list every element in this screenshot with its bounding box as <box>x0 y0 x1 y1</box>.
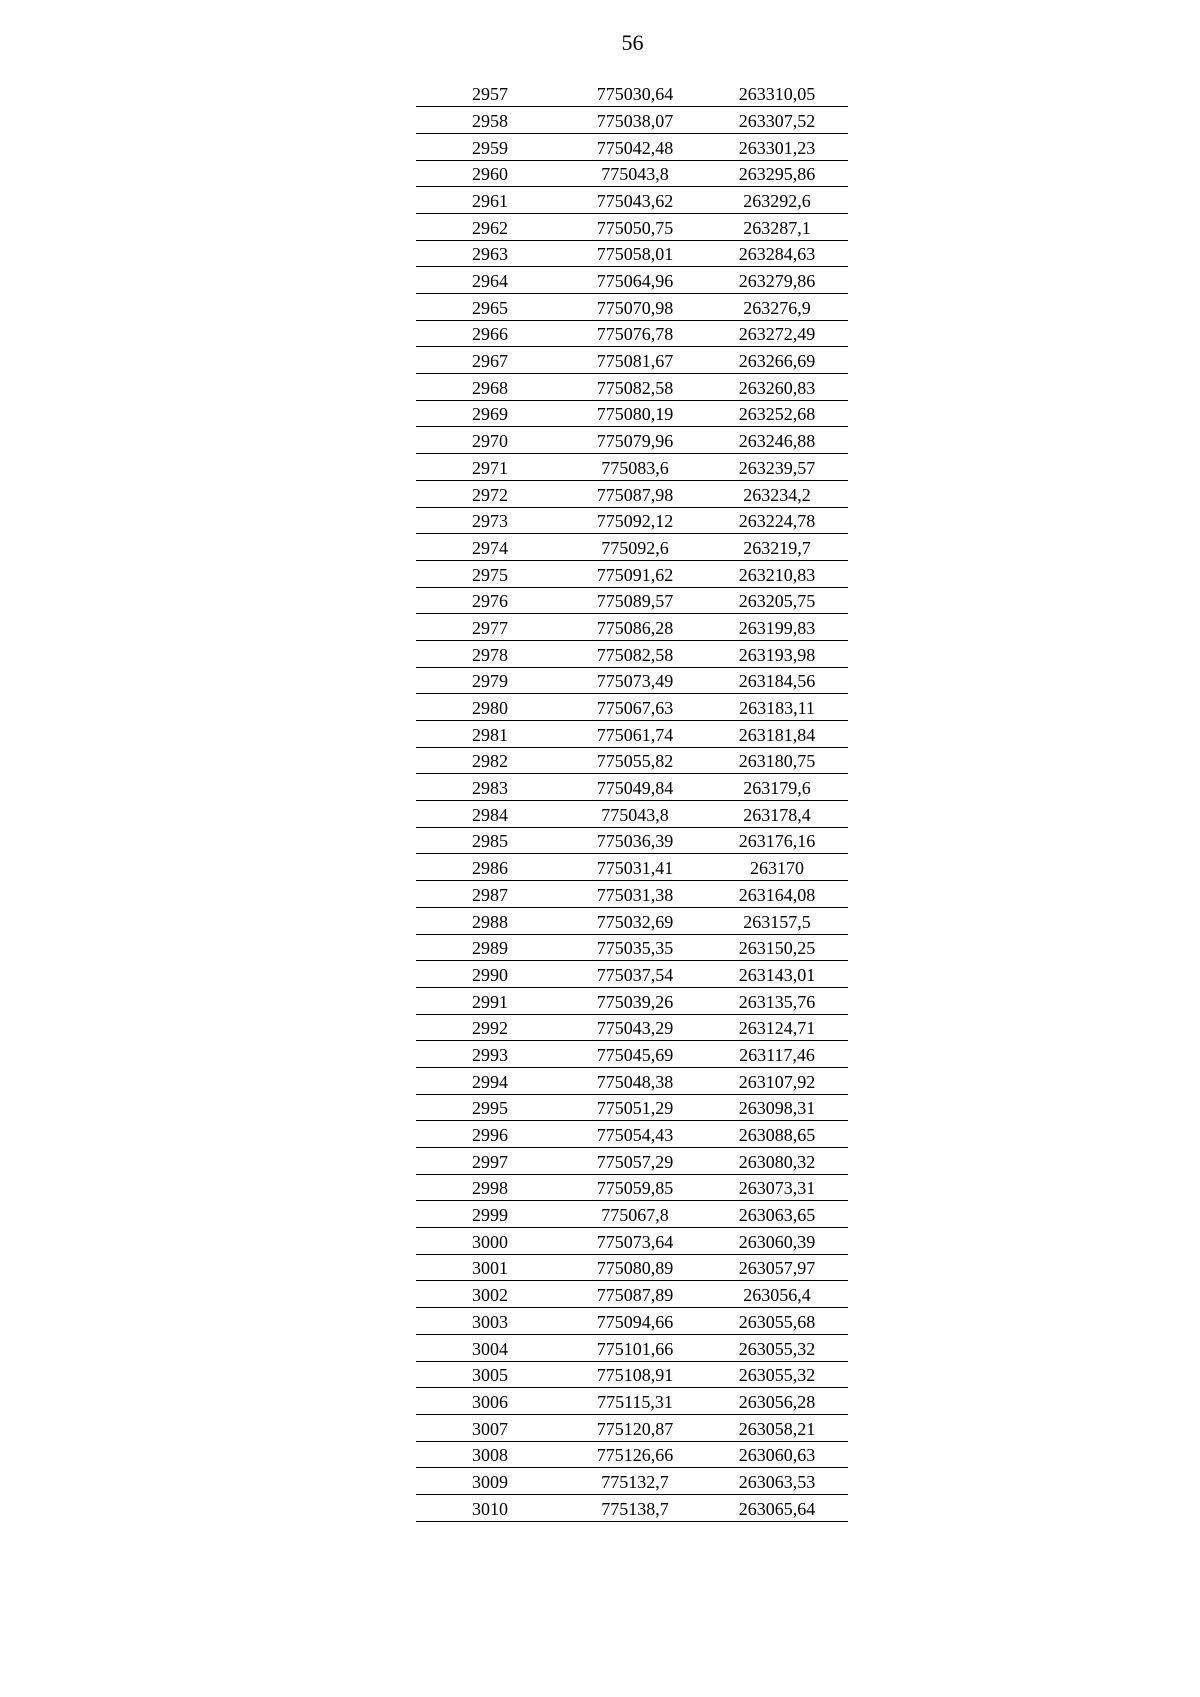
x-coordinate-cell: 775064,96 <box>564 267 706 294</box>
table-row <box>416 1361 848 1388</box>
point-number-cell: 2970 <box>416 427 564 454</box>
point-number-cell: 2996 <box>416 1121 564 1148</box>
point-number-cell: 2987 <box>416 881 564 908</box>
x-coordinate-cell: 775067,63 <box>564 694 706 721</box>
x-coordinate-cell: 775082,58 <box>564 374 706 401</box>
x-coordinate-cell: 775092,6 <box>564 534 706 561</box>
x-coordinate-cell: 775054,43 <box>564 1121 706 1148</box>
table-row <box>416 107 848 134</box>
table-row <box>416 801 848 828</box>
y-coordinate-cell: 263055,32 <box>706 1334 848 1361</box>
x-coordinate-cell: 775051,29 <box>564 1094 706 1121</box>
table-row <box>416 907 848 934</box>
x-coordinate-cell: 775055,82 <box>564 747 706 774</box>
table-row <box>416 427 848 454</box>
point-number-cell: 3009 <box>416 1468 564 1495</box>
table-row <box>416 1414 848 1441</box>
point-number-cell: 2964 <box>416 267 564 294</box>
table-row <box>416 267 848 294</box>
x-coordinate-cell: 775080,89 <box>564 1254 706 1281</box>
x-coordinate-cell: 775031,38 <box>564 881 706 908</box>
y-coordinate-cell: 263055,68 <box>706 1308 848 1335</box>
table-row <box>416 1308 848 1335</box>
y-coordinate-cell: 263287,1 <box>706 213 848 240</box>
table-row <box>416 507 848 534</box>
table-row <box>416 1468 848 1495</box>
table-row <box>416 560 848 587</box>
x-coordinate-cell: 775073,64 <box>564 1228 706 1255</box>
point-number-cell: 2991 <box>416 987 564 1014</box>
point-number-cell: 3001 <box>416 1254 564 1281</box>
point-number-cell: 3007 <box>416 1414 564 1441</box>
point-number-cell: 2983 <box>416 774 564 801</box>
y-coordinate-cell: 263252,68 <box>706 400 848 427</box>
point-number-cell: 2998 <box>416 1174 564 1201</box>
x-coordinate-cell: 775031,41 <box>564 854 706 881</box>
y-coordinate-cell: 263170 <box>706 854 848 881</box>
table-row <box>416 721 848 748</box>
table-row <box>416 1494 848 1521</box>
y-coordinate-cell: 263060,39 <box>706 1228 848 1255</box>
point-number-cell: 3004 <box>416 1334 564 1361</box>
table-row <box>416 213 848 240</box>
x-coordinate-cell: 775089,57 <box>564 587 706 614</box>
y-coordinate-cell: 263058,21 <box>706 1414 848 1441</box>
x-coordinate-cell: 775039,26 <box>564 987 706 1014</box>
table-row <box>416 240 848 267</box>
point-number-cell: 2958 <box>416 107 564 134</box>
x-coordinate-cell: 775091,62 <box>564 560 706 587</box>
x-coordinate-cell: 775083,6 <box>564 454 706 481</box>
x-coordinate-cell: 775038,07 <box>564 107 706 134</box>
point-number-cell: 2995 <box>416 1094 564 1121</box>
point-number-cell: 2979 <box>416 667 564 694</box>
x-coordinate-cell: 775037,54 <box>564 961 706 988</box>
y-coordinate-cell: 263199,83 <box>706 614 848 641</box>
coordinates-table-body <box>416 80 848 1521</box>
table-row <box>416 294 848 321</box>
y-coordinate-cell: 263057,97 <box>706 1254 848 1281</box>
x-coordinate-cell: 775042,48 <box>564 133 706 160</box>
table-row <box>416 1254 848 1281</box>
table-row <box>416 961 848 988</box>
table-row <box>416 1067 848 1094</box>
table-row <box>416 480 848 507</box>
point-number-cell: 2965 <box>416 294 564 321</box>
point-number-cell: 2997 <box>416 1148 564 1175</box>
x-coordinate-cell: 775070,98 <box>564 294 706 321</box>
x-coordinate-cell: 775036,39 <box>564 827 706 854</box>
y-coordinate-cell: 263150,25 <box>706 934 848 961</box>
table-row <box>416 1441 848 1468</box>
y-coordinate-cell: 263183,11 <box>706 694 848 721</box>
y-coordinate-cell: 263065,64 <box>706 1494 848 1521</box>
y-coordinate-cell: 263055,32 <box>706 1361 848 1388</box>
x-coordinate-cell: 775043,29 <box>564 1014 706 1041</box>
y-coordinate-cell: 263260,83 <box>706 374 848 401</box>
table-row <box>416 1388 848 1415</box>
table-row <box>416 133 848 160</box>
table-row <box>416 694 848 721</box>
y-coordinate-cell: 263117,46 <box>706 1041 848 1068</box>
point-number-cell: 2985 <box>416 827 564 854</box>
table-row <box>416 1174 848 1201</box>
y-coordinate-cell: 263164,08 <box>706 881 848 908</box>
table-row <box>416 1201 848 1228</box>
point-number-cell: 2990 <box>416 961 564 988</box>
y-coordinate-cell: 263193,98 <box>706 640 848 667</box>
point-number-cell: 3006 <box>416 1388 564 1415</box>
y-coordinate-cell: 263205,75 <box>706 587 848 614</box>
point-number-cell: 2982 <box>416 747 564 774</box>
point-number-cell: 2959 <box>416 133 564 160</box>
y-coordinate-cell: 263272,49 <box>706 320 848 347</box>
y-coordinate-cell: 263307,52 <box>706 107 848 134</box>
table-row <box>416 854 848 881</box>
point-number-cell: 2966 <box>416 320 564 347</box>
point-number-cell: 2972 <box>416 480 564 507</box>
point-number-cell: 2978 <box>416 640 564 667</box>
y-coordinate-cell: 263124,71 <box>706 1014 848 1041</box>
y-coordinate-cell: 263107,92 <box>706 1067 848 1094</box>
table-row <box>416 667 848 694</box>
y-coordinate-cell: 263224,78 <box>706 507 848 534</box>
point-number-cell: 2969 <box>416 400 564 427</box>
point-number-cell: 2974 <box>416 534 564 561</box>
x-coordinate-cell: 775059,85 <box>564 1174 706 1201</box>
point-number-cell: 2994 <box>416 1067 564 1094</box>
point-number-cell: 2960 <box>416 160 564 187</box>
x-coordinate-cell: 775032,69 <box>564 907 706 934</box>
table-row <box>416 1041 848 1068</box>
table-row <box>416 400 848 427</box>
table-row <box>416 1281 848 1308</box>
point-number-cell: 2989 <box>416 934 564 961</box>
y-coordinate-cell: 263056,4 <box>706 1281 848 1308</box>
x-coordinate-cell: 775138,7 <box>564 1494 706 1521</box>
point-number-cell: 2984 <box>416 801 564 828</box>
y-coordinate-cell: 263184,56 <box>706 667 848 694</box>
point-number-cell: 3000 <box>416 1228 564 1255</box>
x-coordinate-cell: 775094,66 <box>564 1308 706 1335</box>
point-number-cell: 2993 <box>416 1041 564 1068</box>
point-number-cell: 2968 <box>416 374 564 401</box>
table-row <box>416 614 848 641</box>
table-row <box>416 1014 848 1041</box>
table-row <box>416 347 848 374</box>
page-number: 56 <box>621 30 644 55</box>
x-coordinate-cell: 775120,87 <box>564 1414 706 1441</box>
point-number-cell: 2973 <box>416 507 564 534</box>
y-coordinate-cell: 263219,7 <box>706 534 848 561</box>
x-coordinate-cell: 775043,8 <box>564 160 706 187</box>
y-coordinate-cell: 263210,83 <box>706 560 848 587</box>
y-coordinate-cell: 263080,32 <box>706 1148 848 1175</box>
x-coordinate-cell: 775092,12 <box>564 507 706 534</box>
table-row <box>416 987 848 1014</box>
y-coordinate-cell: 263246,88 <box>706 427 848 454</box>
x-coordinate-cell: 775067,8 <box>564 1201 706 1228</box>
y-coordinate-cell: 263234,2 <box>706 480 848 507</box>
x-coordinate-cell: 775082,58 <box>564 640 706 667</box>
table-row <box>416 1228 848 1255</box>
table-row <box>416 454 848 481</box>
x-coordinate-cell: 775087,89 <box>564 1281 706 1308</box>
point-number-cell: 2971 <box>416 454 564 481</box>
y-coordinate-cell: 263239,57 <box>706 454 848 481</box>
table-row <box>416 1334 848 1361</box>
y-coordinate-cell: 263301,23 <box>706 133 848 160</box>
point-number-cell: 3005 <box>416 1361 564 1388</box>
table-row <box>416 881 848 908</box>
point-number-cell: 3008 <box>416 1441 564 1468</box>
x-coordinate-cell: 775045,69 <box>564 1041 706 1068</box>
y-coordinate-cell: 263060,63 <box>706 1441 848 1468</box>
y-coordinate-cell: 263056,28 <box>706 1388 848 1415</box>
point-number-cell: 2986 <box>416 854 564 881</box>
x-coordinate-cell: 775061,74 <box>564 721 706 748</box>
x-coordinate-cell: 775081,67 <box>564 347 706 374</box>
table-row <box>416 320 848 347</box>
table-row <box>416 374 848 401</box>
point-number-cell: 2980 <box>416 694 564 721</box>
y-coordinate-cell: 263088,65 <box>706 1121 848 1148</box>
point-number-cell: 3003 <box>416 1308 564 1335</box>
x-coordinate-cell: 775076,78 <box>564 320 706 347</box>
y-coordinate-cell: 263266,69 <box>706 347 848 374</box>
x-coordinate-cell: 775108,91 <box>564 1361 706 1388</box>
x-coordinate-cell: 775058,01 <box>564 240 706 267</box>
point-number-cell: 2992 <box>416 1014 564 1041</box>
table-row <box>416 747 848 774</box>
point-number-cell: 2957 <box>416 80 564 107</box>
point-number-cell: 2976 <box>416 587 564 614</box>
y-coordinate-cell: 263276,9 <box>706 294 848 321</box>
y-coordinate-cell: 263063,53 <box>706 1468 848 1495</box>
y-coordinate-cell: 263073,31 <box>706 1174 848 1201</box>
point-number-cell: 2988 <box>416 907 564 934</box>
table-row <box>416 1148 848 1175</box>
y-coordinate-cell: 263063,65 <box>706 1201 848 1228</box>
x-coordinate-cell: 775043,62 <box>564 187 706 214</box>
x-coordinate-cell: 775035,35 <box>564 934 706 961</box>
x-coordinate-cell: 775087,98 <box>564 480 706 507</box>
x-coordinate-cell: 775132,7 <box>564 1468 706 1495</box>
y-coordinate-cell: 263279,86 <box>706 267 848 294</box>
y-coordinate-cell: 263143,01 <box>706 961 848 988</box>
x-coordinate-cell: 775048,38 <box>564 1067 706 1094</box>
y-coordinate-cell: 263180,75 <box>706 747 848 774</box>
point-number-cell: 2975 <box>416 560 564 587</box>
x-coordinate-cell: 775030,64 <box>564 80 706 107</box>
point-number-cell: 2967 <box>416 347 564 374</box>
y-coordinate-cell: 263178,4 <box>706 801 848 828</box>
y-coordinate-cell: 263179,6 <box>706 774 848 801</box>
table-row <box>416 1121 848 1148</box>
x-coordinate-cell: 775049,84 <box>564 774 706 801</box>
x-coordinate-cell: 775126,66 <box>564 1441 706 1468</box>
table-row <box>416 1094 848 1121</box>
y-coordinate-cell: 263292,6 <box>706 187 848 214</box>
x-coordinate-cell: 775043,8 <box>564 801 706 828</box>
x-coordinate-cell: 775086,28 <box>564 614 706 641</box>
table-row <box>416 587 848 614</box>
point-number-cell: 2963 <box>416 240 564 267</box>
x-coordinate-cell: 775073,49 <box>564 667 706 694</box>
y-coordinate-cell: 263295,86 <box>706 160 848 187</box>
table-row <box>416 640 848 667</box>
table-row <box>416 934 848 961</box>
x-coordinate-cell: 775050,75 <box>564 213 706 240</box>
y-coordinate-cell: 263310,05 <box>706 80 848 107</box>
x-coordinate-cell: 775101,66 <box>564 1334 706 1361</box>
table-row <box>416 187 848 214</box>
table-row <box>416 534 848 561</box>
y-coordinate-cell: 263098,31 <box>706 1094 848 1121</box>
y-coordinate-cell: 263157,5 <box>706 907 848 934</box>
coordinates-table <box>416 80 848 1522</box>
point-number-cell: 2962 <box>416 213 564 240</box>
point-number-cell: 2977 <box>416 614 564 641</box>
x-coordinate-cell: 775057,29 <box>564 1148 706 1175</box>
x-coordinate-cell: 775079,96 <box>564 427 706 454</box>
x-coordinate-cell: 775115,31 <box>564 1388 706 1415</box>
point-number-cell: 3002 <box>416 1281 564 1308</box>
point-number-cell: 3010 <box>416 1494 564 1521</box>
point-number-cell: 2999 <box>416 1201 564 1228</box>
y-coordinate-cell: 263181,84 <box>706 721 848 748</box>
point-number-cell: 2961 <box>416 187 564 214</box>
y-coordinate-cell: 263284,63 <box>706 240 848 267</box>
y-coordinate-cell: 263135,76 <box>706 987 848 1014</box>
point-number-cell: 2981 <box>416 721 564 748</box>
y-coordinate-cell: 263176,16 <box>706 827 848 854</box>
table-row <box>416 774 848 801</box>
table-row <box>416 160 848 187</box>
table-row <box>416 827 848 854</box>
x-coordinate-cell: 775080,19 <box>564 400 706 427</box>
table-row <box>416 80 848 107</box>
